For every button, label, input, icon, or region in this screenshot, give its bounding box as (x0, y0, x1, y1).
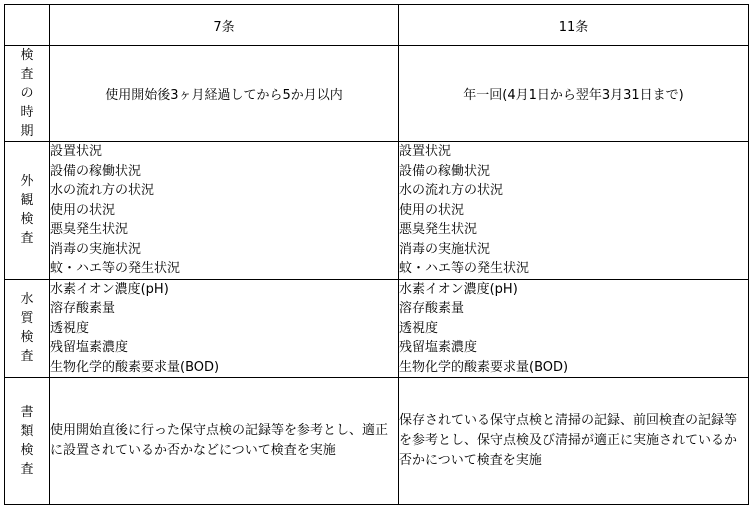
header-char: 書 (20, 405, 34, 420)
list-item: 設置状況 (399, 144, 452, 159)
list-item: 透視度 (399, 320, 439, 336)
row-header-water-quality (5, 279, 50, 378)
visual-art11-cell (399, 142, 749, 280)
period-art11-cell: 年一回(4月1日から翌年3月31日まで) (399, 46, 749, 142)
list-item: 溶存酸素量 (399, 301, 465, 316)
header-char: 検 (20, 330, 34, 346)
list-item: 蚊・ハエ等の発生状況 (399, 261, 530, 276)
header-char: の (20, 86, 34, 101)
visual-art7-cell (50, 142, 399, 280)
water-art11-cell (399, 279, 749, 378)
list-item: 生物化学的酸素要求量(BOD) (399, 359, 569, 375)
list-item: 生物化学的酸素要求量(BOD) (50, 359, 220, 375)
list-item: 設置状況 (50, 144, 103, 159)
header-char: 査 (20, 349, 34, 365)
header-char: 検 (20, 443, 34, 458)
list-item: 使用の状況 (50, 202, 116, 218)
header-char: 検 (20, 212, 34, 228)
docs-art7-cell: 使用開始直後に行った保守点検の記録等を参考とし、適正に設置されているか否かなどについて検査を実施 (50, 378, 399, 505)
list-item: 溶存酸素量 (50, 301, 116, 316)
row-inspection-period (5, 46, 749, 142)
header-char: 査 (20, 462, 34, 477)
list-item: 消毒の実施状況 (50, 241, 142, 257)
header-char: 期 (20, 124, 34, 139)
list-item: 透視度 (50, 320, 90, 336)
row-water-quality (5, 279, 749, 378)
header-char: 外 (20, 174, 34, 190)
header-char: 水 (20, 292, 34, 308)
list-item: 水素イオン濃度(pH) (399, 281, 518, 297)
water-art7-cell (50, 279, 399, 378)
header-char: 時 (20, 105, 34, 120)
row-header-document-inspection (5, 378, 50, 505)
row-header-visual-inspection (5, 142, 50, 280)
list-item: 悪臭発生状況 (399, 222, 478, 237)
column-header-art7: 7条 (50, 5, 399, 46)
inspection-comparison-table (4, 4, 749, 505)
list-item: 使用の状況 (399, 202, 465, 218)
header-char: 観 (20, 193, 34, 209)
header-char: 査 (20, 67, 34, 82)
docs-art11-cell: 保存されている保守点検と清掃の記録、前回検査の記録等を参考とし、保守点検及び清掃が適正に実施されているか否かについて検査を実施 (399, 378, 749, 505)
header-row (5, 5, 749, 46)
list-item: 水の流れ方の状況 (50, 183, 155, 198)
header-char: 査 (20, 231, 34, 247)
corner-cell (5, 5, 50, 46)
header-char: 検 (20, 48, 34, 63)
period-art7-cell: 使用開始後3ヶ月経過してから5か月以内 (50, 46, 399, 142)
row-header-inspection-period (5, 46, 50, 142)
list-item: 設備の稼働状況 (399, 163, 491, 179)
list-item: 設備の稼働状況 (50, 163, 142, 179)
list-item: 消毒の実施状況 (399, 241, 491, 257)
row-visual-inspection (5, 142, 749, 280)
list-item: 水の流れ方の状況 (399, 183, 504, 198)
column-header-art11: 11条 (399, 5, 749, 46)
list-item: 残留塩素濃度 (399, 340, 478, 355)
header-char: 質 (20, 311, 34, 327)
header-char: 類 (20, 424, 34, 439)
list-item: 残留塩素濃度 (50, 340, 129, 355)
list-item: 水素イオン濃度(pH) (50, 281, 169, 297)
list-item: 悪臭発生状況 (50, 222, 129, 237)
row-document-inspection (5, 378, 749, 505)
list-item: 蚊・ハエ等の発生状況 (50, 261, 181, 276)
